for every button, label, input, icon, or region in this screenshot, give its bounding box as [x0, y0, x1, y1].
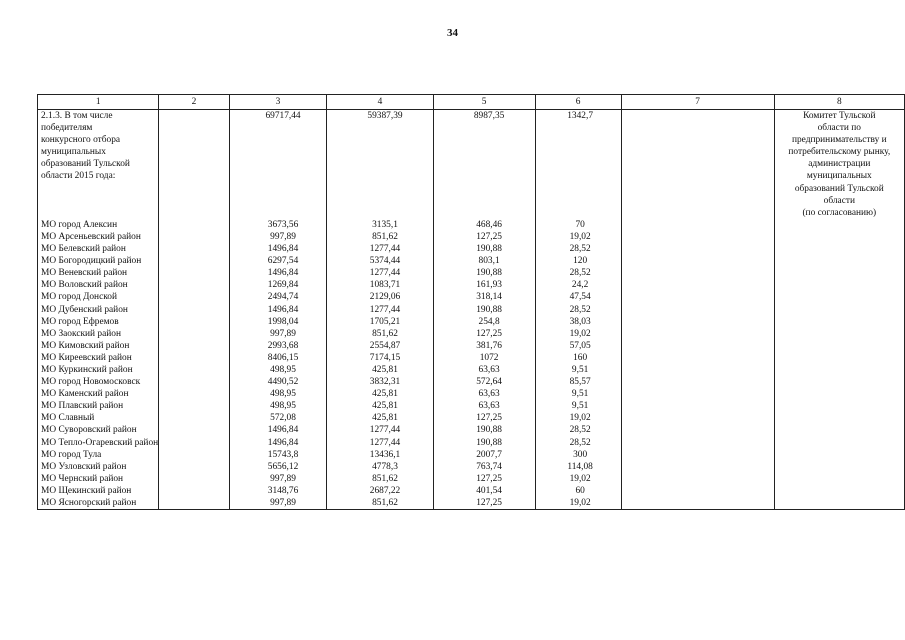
col2-cell: [159, 473, 229, 485]
col3-value: 997,89: [229, 231, 327, 243]
col6-value: 28,52: [535, 437, 621, 449]
col2-cell: [159, 255, 229, 267]
municipality-name: МО Дубенский район: [38, 304, 159, 316]
col2-cell: [159, 267, 229, 279]
col7-cell: [621, 352, 774, 364]
col8-cell: [774, 437, 904, 449]
municipality-name: МО Ясногорский район: [38, 497, 159, 510]
col6-value: 85,57: [535, 376, 621, 388]
table-row: [38, 485, 905, 497]
municipality-name: МО Кимовский район: [38, 340, 159, 352]
table-row: [38, 243, 905, 255]
intro-col2: [159, 110, 229, 219]
municipality-name: МО Плавский район: [38, 400, 159, 412]
col2-cell: [159, 400, 229, 412]
responsible-line: Комитет Тульской: [803, 111, 876, 121]
col8-cell: [774, 279, 904, 291]
municipality-name: МО город Новомосковск: [38, 376, 159, 388]
data-table: [37, 94, 905, 510]
municipality-name: МО Славный: [38, 412, 159, 424]
col3-value: 1269,84: [229, 279, 327, 291]
table-row: [38, 388, 905, 400]
col4-value: 425,81: [327, 412, 433, 424]
col2-cell: [159, 461, 229, 473]
col4-value: 5374,44: [327, 255, 433, 267]
col3-value: 4490,52: [229, 376, 327, 388]
intro-line: муниципальных: [41, 147, 106, 158]
col4-value: 851,62: [327, 328, 433, 340]
col8-cell: [774, 291, 904, 303]
col8-cell: [774, 497, 904, 510]
intro-line: образований Тульской: [41, 159, 130, 170]
intro-description: [38, 110, 159, 219]
col5-value: 190,88: [433, 267, 535, 279]
col2-cell: [159, 304, 229, 316]
table-row: [38, 424, 905, 436]
table-row: [38, 473, 905, 485]
col7-cell: [621, 497, 774, 510]
col7-cell: [621, 340, 774, 352]
col5-value: 254,8: [433, 316, 535, 328]
municipality-name: МО Заокский район: [38, 328, 159, 340]
col8-cell: [774, 376, 904, 388]
col5-value: 2007,7: [433, 449, 535, 461]
col5-value: 127,25: [433, 473, 535, 485]
col6-value: 9,51: [535, 388, 621, 400]
intro-col3: 69717,44: [229, 110, 327, 219]
col3-value: 15743,8: [229, 449, 327, 461]
col6-value: 47,54: [535, 291, 621, 303]
col8-cell: [774, 449, 904, 461]
col-header-8: 8: [774, 95, 904, 110]
responsible-line: области: [823, 195, 855, 206]
col3-value: 5656,12: [229, 461, 327, 473]
col7-cell: [621, 328, 774, 340]
col8-cell: [774, 340, 904, 352]
col4-value: 3832,31: [327, 376, 433, 388]
col4-value: 851,62: [327, 473, 433, 485]
col4-value: 1277,44: [327, 267, 433, 279]
col6-value: 19,02: [535, 473, 621, 485]
col5-value: 63,63: [433, 388, 535, 400]
table-row: [38, 279, 905, 291]
table-row: [38, 255, 905, 267]
table-row: [38, 304, 905, 316]
col-header-1: 1: [38, 95, 159, 110]
municipality-name: МО город Алексин: [38, 219, 159, 231]
col-header-7: 7: [621, 95, 774, 110]
col4-value: 7174,15: [327, 352, 433, 364]
col6-value: 28,52: [535, 424, 621, 436]
col3-value: 1496,84: [229, 243, 327, 255]
col3-value: 2993,68: [229, 340, 327, 352]
col8-cell: [774, 231, 904, 243]
col6-value: 19,02: [535, 328, 621, 340]
col8-cell: [774, 243, 904, 255]
col6-value: 19,02: [535, 231, 621, 243]
col7-cell: [621, 231, 774, 243]
col-header-5: 5: [433, 95, 535, 110]
responsible-line: предпринимательству и: [791, 135, 887, 146]
col4-value: 1705,21: [327, 316, 433, 328]
col7-cell: [621, 449, 774, 461]
col2-cell: [159, 340, 229, 352]
col-header-6: 6: [535, 95, 621, 110]
col7-cell: [621, 485, 774, 497]
col5-value: 763,74: [433, 461, 535, 473]
col4-value: 4778,3: [327, 461, 433, 473]
col7-cell: [621, 219, 774, 231]
col4-value: 425,81: [327, 364, 433, 376]
col6-value: 70: [535, 219, 621, 231]
responsible-line: потребительскому рынку,: [788, 147, 891, 158]
table-row: [38, 461, 905, 473]
municipality-name: МО город Донской: [38, 291, 159, 303]
col4-value: 2129,06: [327, 291, 433, 303]
col7-cell: [621, 400, 774, 412]
intro-col6: 1342,7: [535, 110, 621, 219]
col6-value: 28,52: [535, 267, 621, 279]
intro-line: 2.1.3. В том числе: [41, 111, 113, 121]
col7-cell: [621, 291, 774, 303]
col6-value: 160: [535, 352, 621, 364]
col3-value: 997,89: [229, 328, 327, 340]
col4-value: 1277,44: [327, 243, 433, 255]
table-row: [38, 497, 905, 510]
col8-cell: [774, 473, 904, 485]
responsible-line: области по: [817, 123, 861, 134]
col8-cell: [774, 364, 904, 376]
municipality-name: МО Веневский район: [38, 267, 159, 279]
municipality-name: МО город Тула: [38, 449, 159, 461]
responsible-line: (по согласованию): [802, 207, 877, 218]
col8-cell: [774, 304, 904, 316]
table-row: [38, 291, 905, 303]
col5-value: 1072: [433, 352, 535, 364]
municipality-name: МО Арсеньевский район: [38, 231, 159, 243]
col5-value: 127,25: [433, 412, 535, 424]
col3-value: 498,95: [229, 388, 327, 400]
col7-cell: [621, 316, 774, 328]
col2-cell: [159, 497, 229, 510]
col5-value: 572,64: [433, 376, 535, 388]
col2-cell: [159, 424, 229, 436]
col5-value: 190,88: [433, 437, 535, 449]
col6-value: 38,03: [535, 316, 621, 328]
col6-value: 9,51: [535, 400, 621, 412]
col-header-2: 2: [159, 95, 229, 110]
col2-cell: [159, 352, 229, 364]
intro-col5: 8987,35: [433, 110, 535, 219]
col6-value: 19,02: [535, 412, 621, 424]
municipality-name: МО Белевский район: [38, 243, 159, 255]
col8-cell: [774, 328, 904, 340]
col6-value: 28,52: [535, 243, 621, 255]
municipality-name: МО Суворовский район: [38, 424, 159, 436]
col4-value: 851,62: [327, 497, 433, 510]
col6-value: 28,52: [535, 304, 621, 316]
table-row: [38, 376, 905, 388]
col4-value: 425,81: [327, 400, 433, 412]
col4-value: 851,62: [327, 231, 433, 243]
header-row: [38, 95, 905, 110]
col7-cell: [621, 243, 774, 255]
col8-cell: [774, 424, 904, 436]
col2-cell: [159, 437, 229, 449]
intro-col7: [621, 110, 774, 219]
col7-cell: [621, 388, 774, 400]
col8-cell: [774, 400, 904, 412]
col2-cell: [159, 449, 229, 461]
table-row: [38, 340, 905, 352]
intro-line: победителям: [41, 123, 93, 134]
col3-value: 1998,04: [229, 316, 327, 328]
col5-value: 803,1: [433, 255, 535, 267]
col8-cell: [774, 267, 904, 279]
col8-cell: [774, 219, 904, 231]
page-number: 34: [447, 27, 458, 39]
col3-value: 498,95: [229, 364, 327, 376]
table-row: [38, 231, 905, 243]
col4-value: 1277,44: [327, 437, 433, 449]
municipality-name: МО Куркинский район: [38, 364, 159, 376]
col2-cell: [159, 485, 229, 497]
col2-cell: [159, 376, 229, 388]
col8-cell: [774, 412, 904, 424]
col-header-4: 4: [327, 95, 433, 110]
col6-value: 114,08: [535, 461, 621, 473]
table-row: [38, 219, 905, 231]
col5-value: 190,88: [433, 424, 535, 436]
col2-cell: [159, 231, 229, 243]
table-row: [38, 352, 905, 364]
municipality-name: МО город Ефремов: [38, 316, 159, 328]
col8-cell: [774, 485, 904, 497]
col4-value: 13436,1: [327, 449, 433, 461]
col2-cell: [159, 291, 229, 303]
col5-value: 190,88: [433, 243, 535, 255]
col5-value: 190,88: [433, 304, 535, 316]
col3-value: 1496,84: [229, 304, 327, 316]
col2-cell: [159, 412, 229, 424]
municipality-name: МО Киреевский район: [38, 352, 159, 364]
col3-value: 8406,15: [229, 352, 327, 364]
col8-cell: [774, 316, 904, 328]
col7-cell: [621, 461, 774, 473]
responsible-line: муниципальных: [806, 171, 872, 182]
col5-value: 63,63: [433, 400, 535, 412]
col3-value: 1496,84: [229, 267, 327, 279]
col7-cell: [621, 304, 774, 316]
col4-value: 3135,1: [327, 219, 433, 231]
municipality-name: МО Воловский район: [38, 279, 159, 291]
col3-value: 6297,54: [229, 255, 327, 267]
table-row: [38, 437, 905, 449]
col2-cell: [159, 364, 229, 376]
col6-value: 57,05: [535, 340, 621, 352]
col5-value: 63,63: [433, 364, 535, 376]
data-table-wrapper: [37, 94, 905, 510]
col3-value: 1496,84: [229, 424, 327, 436]
col3-value: 997,89: [229, 497, 327, 510]
col5-value: 161,93: [433, 279, 535, 291]
col5-value: 318,14: [433, 291, 535, 303]
municipality-name: МО Каменский район: [38, 388, 159, 400]
responsible-cell: [774, 110, 904, 219]
municipality-name: МО Тепло-Огаревский район: [38, 437, 159, 449]
col6-value: 60: [535, 485, 621, 497]
col3-value: 1496,84: [229, 437, 327, 449]
col5-value: 468,46: [433, 219, 535, 231]
municipality-name: МО Узловский район: [38, 461, 159, 473]
col8-cell: [774, 352, 904, 364]
col4-value: 2554,87: [327, 340, 433, 352]
col3-value: 3673,56: [229, 219, 327, 231]
table-row: [38, 449, 905, 461]
col3-value: 572,08: [229, 412, 327, 424]
col2-cell: [159, 279, 229, 291]
col2-cell: [159, 316, 229, 328]
col7-cell: [621, 424, 774, 436]
col5-value: 381,76: [433, 340, 535, 352]
table-row: [38, 364, 905, 376]
intro-line: конкурсного отбора: [41, 135, 121, 146]
col3-value: 498,95: [229, 400, 327, 412]
col6-value: 19,02: [535, 497, 621, 510]
col8-cell: [774, 461, 904, 473]
table-row: [38, 400, 905, 412]
col4-value: 1083,71: [327, 279, 433, 291]
col3-value: 2494,74: [229, 291, 327, 303]
col7-cell: [621, 364, 774, 376]
col7-cell: [621, 267, 774, 279]
responsible-line: администрации: [808, 159, 871, 170]
municipality-name: МО Чернский район: [38, 473, 159, 485]
col6-value: 24,2: [535, 279, 621, 291]
col6-value: 9,51: [535, 364, 621, 376]
col5-value: 127,25: [433, 231, 535, 243]
intro-col4: 59387,39: [327, 110, 433, 219]
col2-cell: [159, 388, 229, 400]
col2-cell: [159, 328, 229, 340]
col5-value: 401,54: [433, 485, 535, 497]
col5-value: 127,25: [433, 328, 535, 340]
col7-cell: [621, 473, 774, 485]
intro-line: области 2015 года:: [41, 171, 116, 182]
col6-value: 300: [535, 449, 621, 461]
table-row: [38, 316, 905, 328]
col8-cell: [774, 388, 904, 400]
col4-value: 425,81: [327, 388, 433, 400]
col3-value: 3148,76: [229, 485, 327, 497]
table-row: [38, 267, 905, 279]
table-row: [38, 328, 905, 340]
col7-cell: [621, 437, 774, 449]
col6-value: 120: [535, 255, 621, 267]
col2-cell: [159, 219, 229, 231]
col7-cell: [621, 412, 774, 424]
col4-value: 1277,44: [327, 424, 433, 436]
responsible-line: образований Тульской: [794, 183, 884, 194]
col5-value: 127,25: [433, 497, 535, 510]
col7-cell: [621, 376, 774, 388]
municipality-name: МО Богородицкий район: [38, 255, 159, 267]
col7-cell: [621, 255, 774, 267]
col-header-3: 3: [229, 95, 327, 110]
table-row: [38, 412, 905, 424]
col4-value: 2687,22: [327, 485, 433, 497]
municipality-name: МО Щекинский район: [38, 485, 159, 497]
col3-value: 997,89: [229, 473, 327, 485]
col4-value: 1277,44: [327, 304, 433, 316]
col2-cell: [159, 243, 229, 255]
col7-cell: [621, 279, 774, 291]
intro-row: [38, 110, 905, 219]
col8-cell: [774, 255, 904, 267]
